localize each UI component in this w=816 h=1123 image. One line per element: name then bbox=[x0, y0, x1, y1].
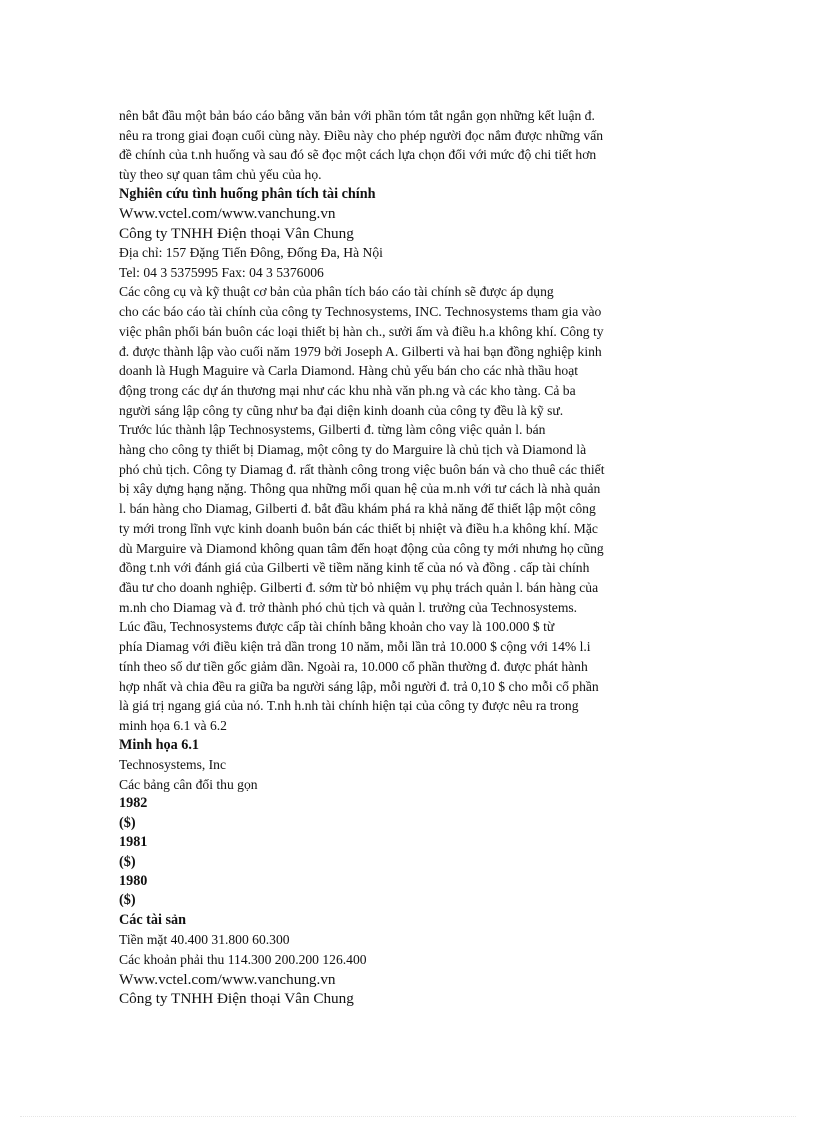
body-line: phía Diamag với điều kiện trả dần trong 10 năm, mỗi lần trả 10.000 $ cộng với 14% l.i bbox=[119, 639, 591, 655]
assets-heading: Các tài sản bbox=[119, 911, 186, 928]
exhibit-unit: ($) bbox=[119, 814, 136, 831]
body-line: đồng t.nh với đánh giá của Gilberti về tiềm năng kinh tế của nó và đồng . cấp tài chính bbox=[119, 560, 590, 576]
contact-company: Công ty TNHH Điện thoại Vân Chung bbox=[119, 224, 354, 242]
asset-row: Tiền mặt 40.400 31.800 60.300 bbox=[119, 932, 290, 948]
body-line: hàng cho công ty thiết bị Diamag, một công ty do Marguire là chủ tịch và Diamond là bbox=[119, 442, 587, 458]
body-line: hợp nhất và chia đều ra giữa ba người sáng lập, mỗi người đ. trả 0,10 $ cho mỗi cổ phần bbox=[119, 678, 599, 694]
intro-line: nêu ra trong giai đoạn cuối cùng này. Điều này cho phép người đọc nắm được những vấn bbox=[119, 127, 604, 143]
exhibit-year: 1982 bbox=[119, 795, 148, 812]
body-line: doanh là Hugh Maguire và Carla Diamond. Hàng chủ yếu bán cho các nhà thầu hoạt bbox=[119, 363, 579, 379]
page-bottom-divider bbox=[20, 1116, 796, 1117]
exhibit-subtitle: Các bảng cân đối thu gọn bbox=[119, 776, 258, 792]
body-line: là giá trị ngang giá của nó. T.nh h.nh tài chính hiện tại của công ty được nêu ra trong bbox=[119, 698, 579, 714]
exhibit-year: 1981 bbox=[119, 834, 148, 851]
contact-address: Địa chỉ: 157 Đặng Tiến Đông, Đống Đa, Hà Nội bbox=[119, 245, 383, 261]
exhibit-company: Technosystems, Inc bbox=[119, 757, 227, 773]
body-line: ty mới trong lĩnh vực kinh doanh buôn bán các thiết bị nhiệt và điều h.a không khí. Mặc bbox=[119, 520, 598, 536]
exhibit-year: 1980 bbox=[119, 873, 148, 890]
body-line: đầu tư cho doanh nghiệp. Gilberti đ. sớm từ bỏ nhiệm vụ phụ trách quản l. bán hàng của bbox=[119, 579, 599, 595]
contact-website: Www.vctel.com/www.vanchung.vn bbox=[119, 205, 336, 223]
body-line: cho các báo cáo tài chính của công ty Technosystems, INC. Technosystems tham gia vào bbox=[119, 304, 602, 320]
body-line: động trong các dự án thương mại như các khu nhà văn ph.ng và các kho tàng. Cả ba bbox=[119, 382, 576, 398]
body-line: đ. được thành lập vào cuối năm 1979 bởi Joseph A. Gilberti và hai bạn đồng nghiệp kinh bbox=[119, 343, 602, 359]
intro-line: tùy theo sự quan tâm chủ yếu của họ. bbox=[119, 167, 322, 183]
body-line: Lúc đầu, Technosystems được cấp tài chính bằng khoản cho vay là 100.000 $ từ bbox=[119, 619, 555, 635]
intro-line: nên bắt đầu một bản báo cáo bằng văn bản với phần tóm tắt ngắn gọn những kết luận đ. bbox=[119, 108, 595, 123]
exhibit-unit: ($) bbox=[119, 892, 136, 909]
body-line: Các công cụ và kỹ thuật cơ bản của phân tích báo cáo tài chính sẽ được áp dụng bbox=[119, 284, 554, 300]
body-line: người sáng lập công ty cũng như ba đại diện kinh doanh của công ty đều là kỹ sư. bbox=[119, 402, 564, 418]
body-line: l. bán hàng cho Diamag, Gilberti đ. bắt đầu khám phá ra khả năng để thiết lập một công bbox=[119, 501, 596, 517]
section-heading: Nghiên cứu tình huống phân tích tài chính bbox=[119, 185, 376, 202]
body-line: dù Marguire và Diamond không quan tâm đến hoạt động của công ty mới nhưng họ cũng bbox=[119, 540, 604, 556]
contact-phone: Tel: 04 3 5375995 Fax: 04 3 5376006 bbox=[119, 264, 324, 280]
intro-line: đề chính của t.nh huống và sau đó sẽ đọc một cách lựa chọn đối với mức độ chi tiết hơn bbox=[119, 147, 597, 163]
footer-company: Công ty TNHH Điện thoại Vân Chung bbox=[119, 990, 354, 1008]
body-line: minh họa 6.1 và 6.2 bbox=[119, 717, 227, 733]
document-page bbox=[119, 106, 699, 1008]
body-line: Trước lúc thành lập Technosystems, Gilberti đ. từng làm công việc quản l. bán bbox=[119, 422, 546, 438]
body-line: phó chủ tịch. Công ty Diamag đ. rất thành công trong việc buôn bán và cho thuê các thiết bbox=[119, 461, 605, 477]
body-line: việc phân phối bán buôn các loại thiết bị hàn ch., sưởi ấm và điều h.a không khí. Công ty bbox=[119, 323, 604, 339]
body-line: tính theo số dư tiền gốc giảm dần. Ngoài ra, 10.000 cổ phần thường đ. được phát hành bbox=[119, 658, 588, 674]
exhibit-title: Minh họa 6.1 bbox=[119, 736, 200, 753]
body-line: bị xây dựng hạng nặng. Thông qua những mối quan hệ của m.nh với tư cách là nhà quản bbox=[119, 481, 601, 497]
body-line: m.nh cho Diamag và đ. trở thành phó chủ tịch và quản l. trưởng của Technosystems. bbox=[119, 599, 578, 615]
exhibit-unit: ($) bbox=[119, 853, 136, 870]
footer-website: Www.vctel.com/www.vanchung.vn bbox=[119, 970, 336, 988]
asset-row: Các khoản phải thu 114.300 200.200 126.400 bbox=[119, 951, 367, 967]
